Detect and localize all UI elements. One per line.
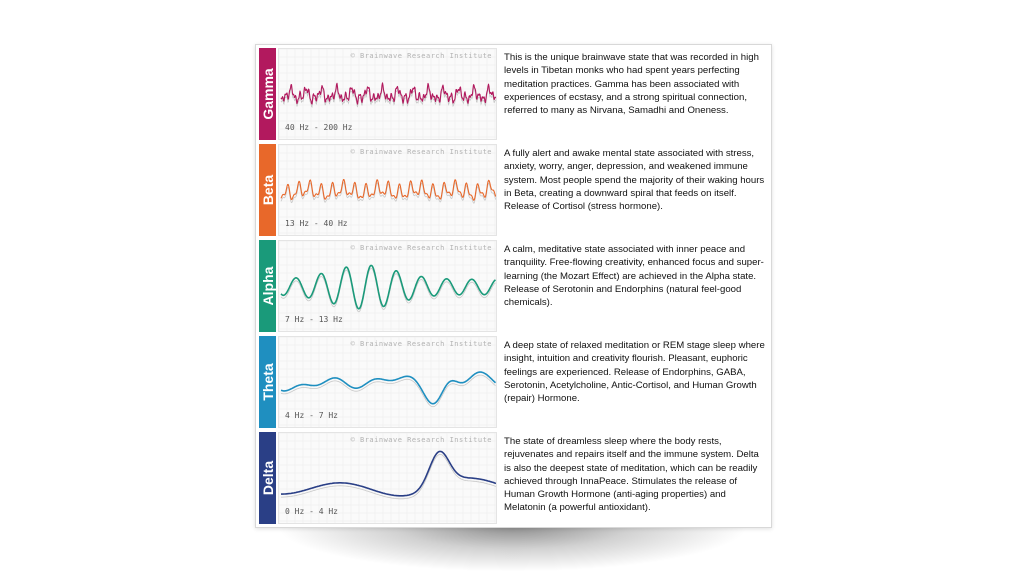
frequency-range: 13 Hz - 40 Hz — [285, 219, 348, 228]
wave-name: Alpha — [259, 266, 276, 306]
wave-tab — [259, 432, 276, 524]
wave-tab — [259, 48, 276, 140]
wave-row-alpha — [259, 240, 768, 332]
waveform-line — [281, 265, 496, 308]
wave-description: The state of dreamless sleep where the body rests, rejuvenates and repairs itself and the immune system. Delta is also the deepest state of meditation, which can be readily achieved through InnaPeace. Stimulates the release of Human Growth Hormone (anti-aging properties) and Melatonin (a powerful antioxidant). — [504, 436, 759, 514]
wave-tab — [259, 144, 276, 236]
wave-name: Theta — [259, 363, 276, 401]
wave-graph-panel — [278, 432, 497, 524]
wave-graph-panel — [278, 144, 497, 236]
card-reflection-shadow — [275, 526, 750, 572]
wave-name: Gamma — [259, 68, 276, 120]
wave-name: Delta — [259, 460, 276, 496]
wave-description: A fully alert and awake mental state associated with stress, anxiety, worry, anger, depression, and weakened immune system. Most people spend the majority of their waking hours in Beta, creating a downward spiral that feeds on itself. Release of Cortisol (stress hormone). — [504, 148, 765, 213]
wave-graph-panel — [278, 48, 497, 140]
wave-description: A calm, meditative state associated with inner peace and tranquility. Free-flowing creativity, enhanced focus and super-learning (the Mozart Effect) are achieved in the Alpha state. Release of Serotonin and Endorphins (natural feel-good chemicals). — [504, 244, 764, 309]
credit-watermark: © Brainwave Research Institute — [350, 340, 492, 348]
frequency-range: 7 Hz - 13 Hz — [285, 315, 343, 324]
wave-name: Beta — [259, 174, 276, 206]
wave-tab — [259, 240, 276, 332]
credit-watermark: © Brainwave Research Institute — [350, 148, 492, 156]
wave-row-gamma — [259, 48, 768, 140]
wave-description: A deep state of relaxed meditation or REM stage sleep where insight, intuition and creativity flourish. Pleasant, euphoric feelings are experienced. Release of Endorphins, GABA, Serotonin, Acetylcholine, Antic-Cortisol, and Human Growth (repair) Hormone. — [504, 340, 765, 405]
credit-watermark: © Brainwave Research Institute — [350, 436, 492, 444]
wave-graph-panel — [278, 240, 497, 332]
wave-row-theta — [259, 336, 768, 428]
wave-graph-panel — [278, 336, 497, 428]
credit-watermark: © Brainwave Research Institute — [350, 244, 492, 252]
wave-row-delta — [259, 432, 768, 524]
frequency-range: 0 Hz - 4 Hz — [285, 507, 338, 516]
credit-watermark: © Brainwave Research Institute — [350, 52, 492, 60]
wave-description: This is the unique brainwave state that was recorded in high levels in Tibetan monks who had spent years perfecting meditation practices. Gamma has been associated with experiences of ecstasy, and a strong spiritual connection, referred to many as Nirvana, Samadhi and Oneness. — [504, 52, 759, 117]
frequency-range: 40 Hz - 200 Hz — [285, 123, 353, 132]
wave-tab — [259, 336, 276, 428]
frequency-range: 4 Hz - 7 Hz — [285, 411, 338, 420]
brainwave-chart-card — [255, 44, 772, 528]
wave-row-beta — [259, 144, 768, 236]
